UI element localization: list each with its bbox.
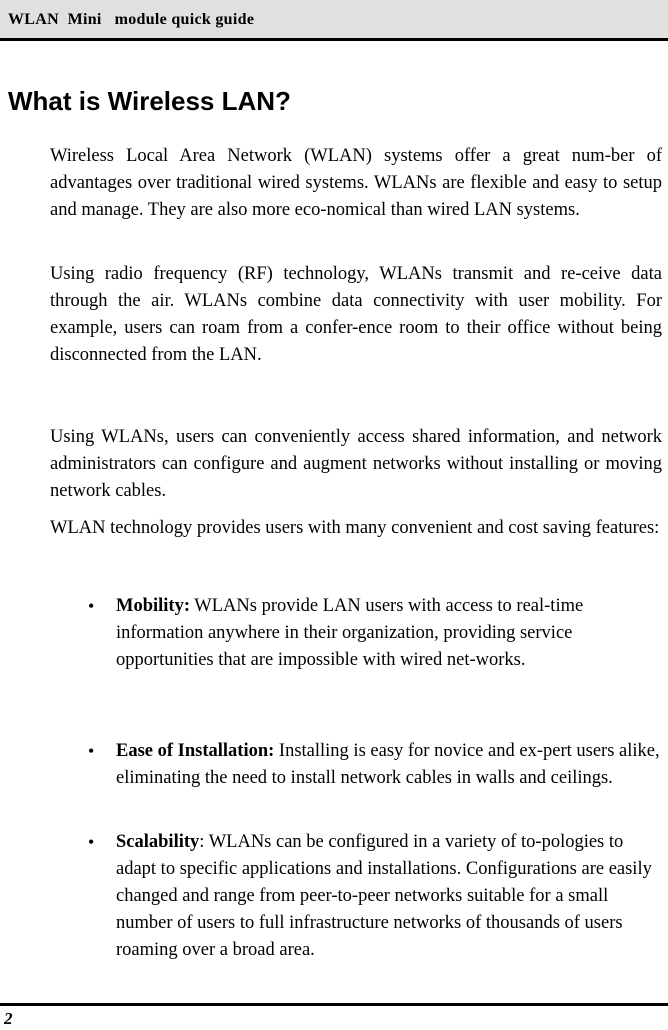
running-header [0, 0, 668, 41]
footer-rule [0, 1003, 668, 1006]
bullet-text: WLANs provide LAN users with access to real-time information anywhere in their organization, providing service opportunities that are impossible with wired net-works. [116, 596, 584, 670]
bullet-icon: • [88, 741, 95, 761]
bullet-text: : WLANs can be configured in a variety of to-pologies to adapt to specific applications and installations. Configurations are easily changed and range from peer-to-peer networks suitable for a small number of users to full infrastructure networks of thousands of users roaming over a broad area. [116, 832, 652, 960]
section-title: What is Wireless LAN? [8, 86, 291, 116]
header-title: WLAN Mini module quick guide [8, 11, 255, 28]
bullet-icon: • [88, 832, 95, 852]
bullet-term: Scalability [116, 832, 200, 852]
list-item [116, 738, 660, 792]
list-item [116, 593, 660, 674]
paragraph-access: Using WLANs, users can conveniently access shared information, and network administrators can configure and augment networks without installing or moving network cables. [50, 427, 662, 501]
page-number: 2 [4, 1009, 13, 1028]
bullet-term: Mobility: [116, 596, 190, 616]
paragraph-intro: Wireless Local Area Network (WLAN) systems offer a great num-ber of advantages over traditional wired systems. WLANs are flexible and easy to setup and manage. They are also more eco-nomical than wired LAN systems. [50, 146, 662, 220]
paragraph-features: WLAN technology provides users with many convenient and cost saving features: [50, 518, 660, 538]
paragraph-rf: Using radio frequency (RF) technology, WLANs transmit and re-ceive data through the air. WLANs combine data connectivity with user mobility. For example, users can roam from a confer-ence room to their office without being disconnected from the LAN. [50, 264, 662, 365]
bullet-text: Installing is easy for novice and ex-pert users alike, eliminating the need to install network cables in walls and ceilings. [116, 741, 660, 788]
bullet-icon: • [88, 596, 95, 616]
list-item [116, 829, 660, 964]
bullet-term: Ease of Installation: [116, 741, 275, 761]
